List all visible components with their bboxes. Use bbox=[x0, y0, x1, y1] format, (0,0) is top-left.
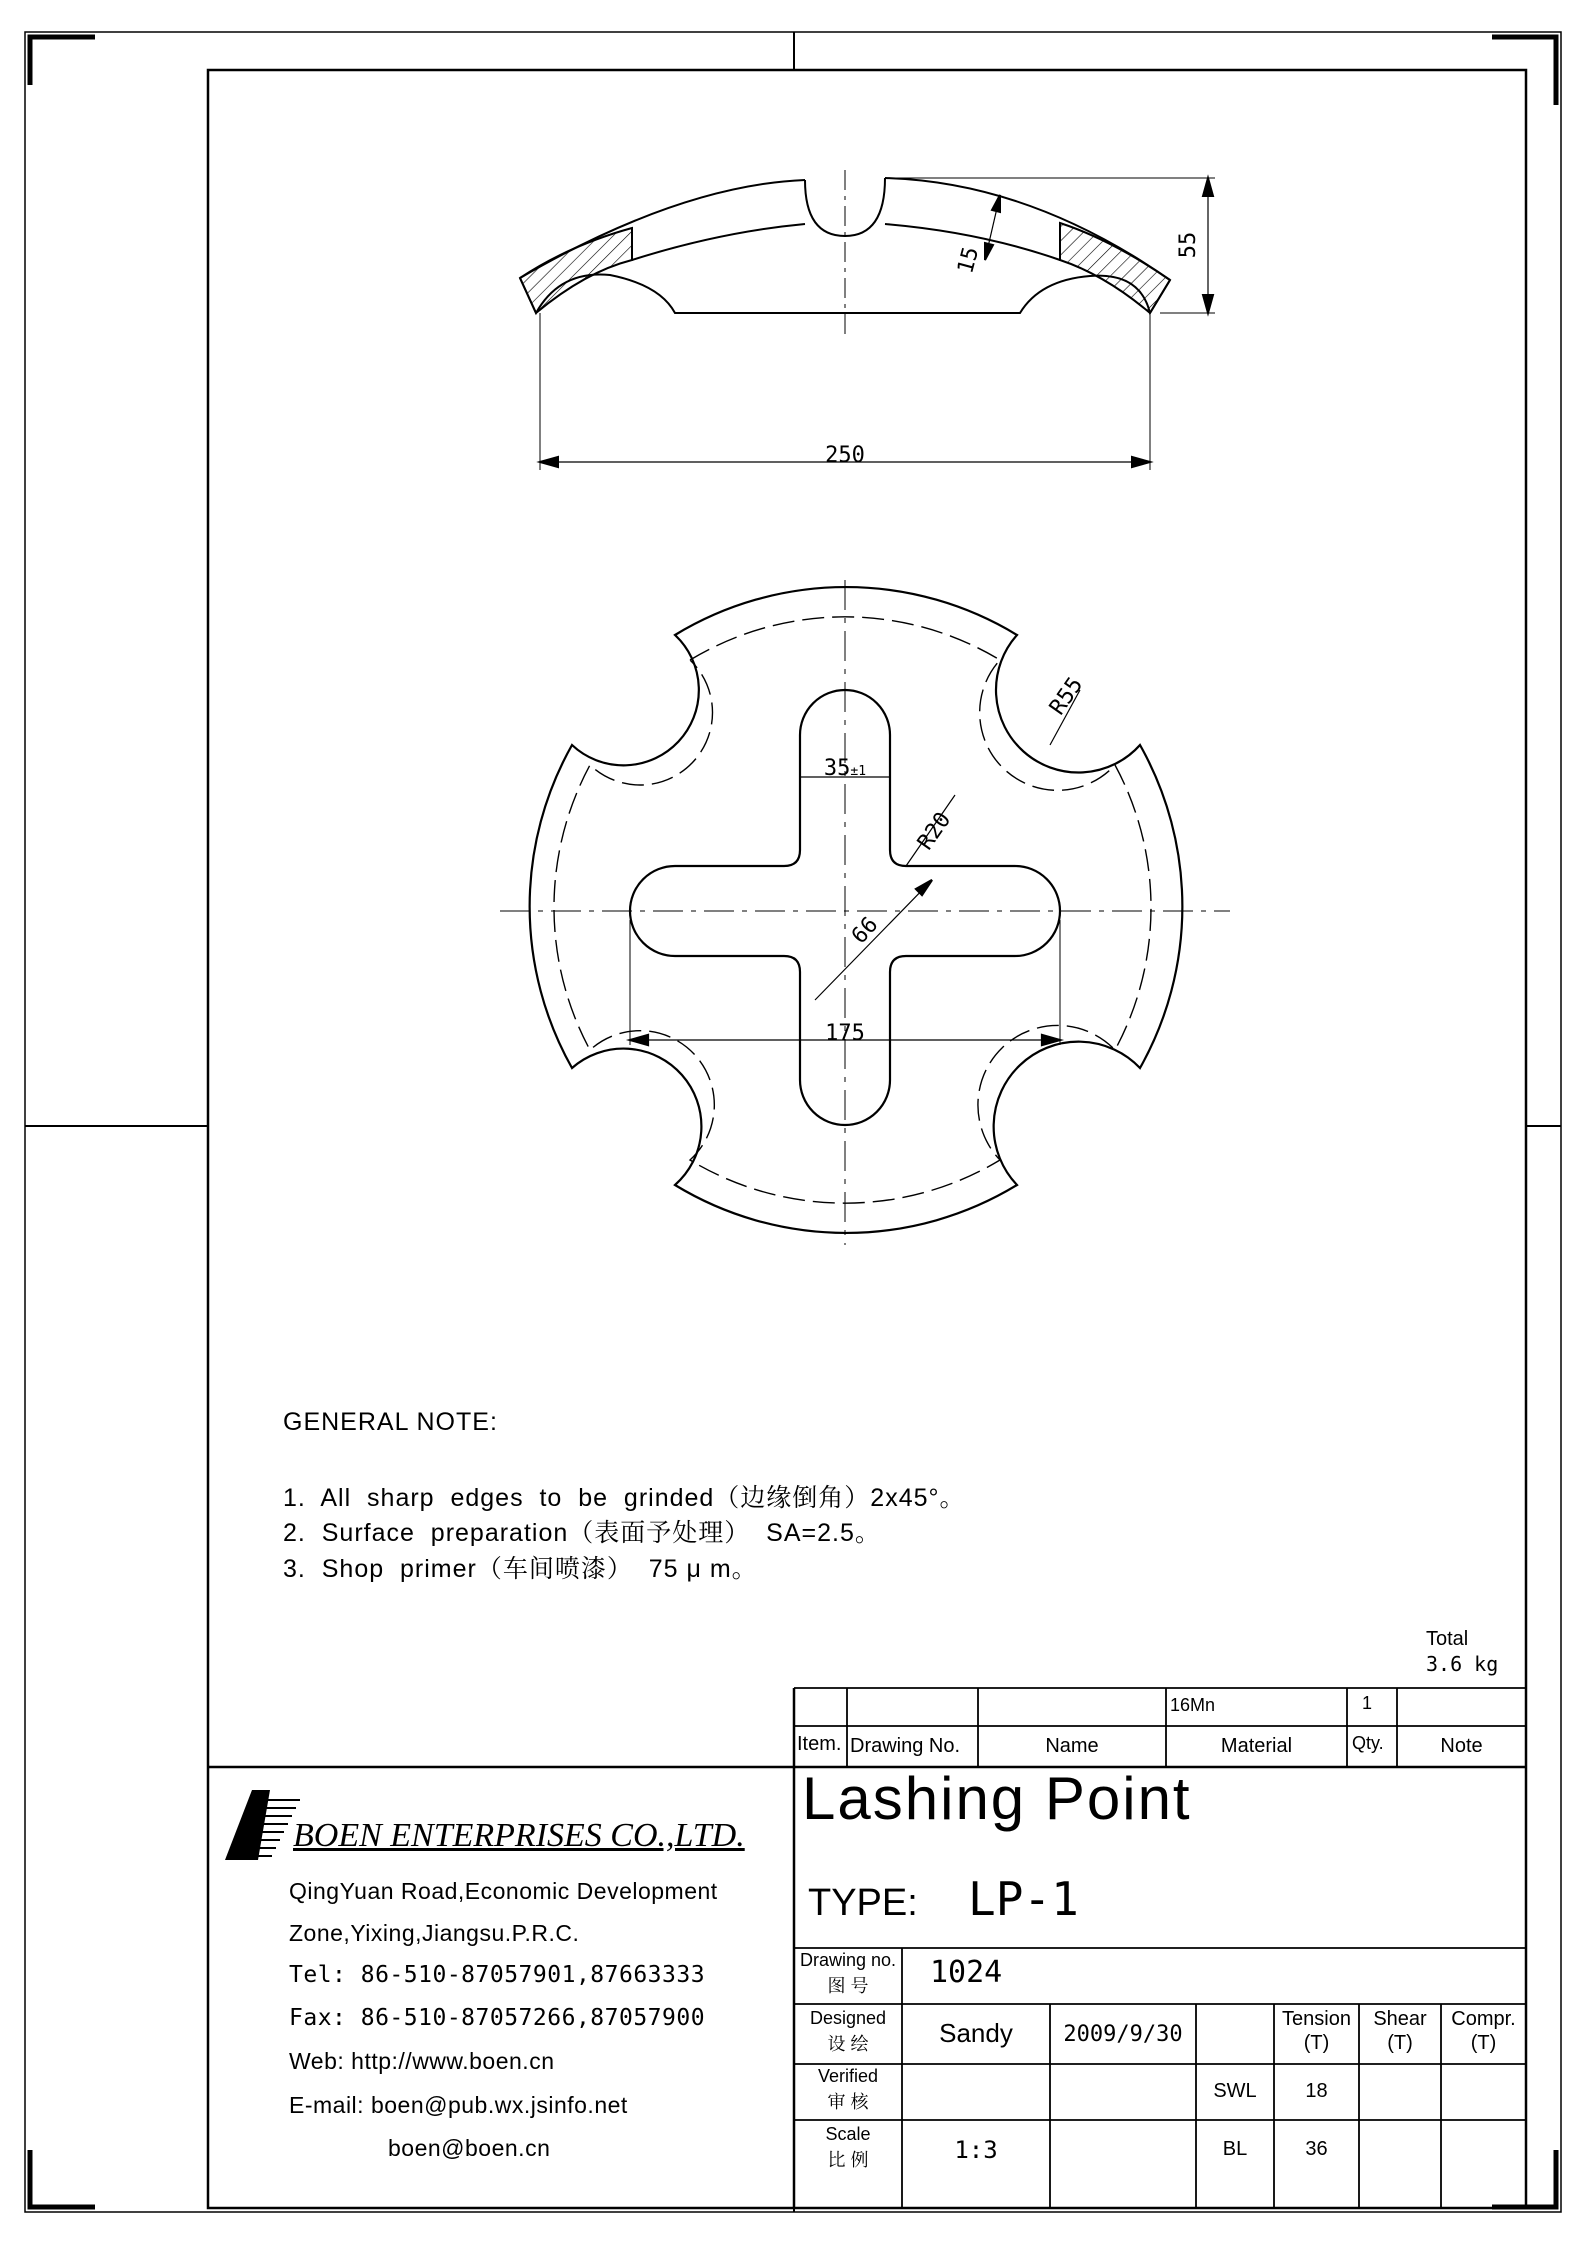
compr-label: Compr. bbox=[1451, 2008, 1516, 2030]
shear-unit: (T) bbox=[1387, 2032, 1413, 2054]
dim-r55: R55 bbox=[1045, 672, 1089, 720]
total-label: Total bbox=[1426, 1628, 1469, 1650]
swl-label: SWL bbox=[1213, 2080, 1257, 2102]
bl-value: 36 bbox=[1305, 2138, 1328, 2160]
verified-label-cn: 审 核 bbox=[827, 2092, 869, 2112]
note-2: 2. Surface preparation（表面予处理） SA=2.5。 bbox=[283, 1519, 881, 1547]
designed-label: Designed bbox=[809, 2008, 887, 2028]
header-qty: Qty. bbox=[1352, 1733, 1384, 1753]
bl-label: BL bbox=[1222, 2138, 1248, 2160]
verified-label: Verified bbox=[817, 2066, 879, 2086]
dim-55: 55 bbox=[1176, 231, 1201, 259]
header-drawing-no: Drawing No. bbox=[850, 1735, 961, 1757]
dim-66: 66 bbox=[847, 912, 884, 949]
company-address-2: Zone,Yixing,Jiangsu.P.R.C. bbox=[289, 1920, 580, 1946]
side-view bbox=[520, 170, 1215, 470]
qty-value: 1 bbox=[1362, 1693, 1373, 1713]
type-label: TYPE: bbox=[808, 1882, 918, 1924]
swl-value: 18 bbox=[1305, 2080, 1328, 2102]
total-weight: 3.6 kg bbox=[1426, 1652, 1499, 1676]
general-note-heading: GENERAL NOTE: bbox=[283, 1408, 498, 1436]
note-1: 1. All sharp edges to be grinded（边缘倒角）2x45°。 bbox=[283, 1484, 966, 1512]
company-logo bbox=[225, 1790, 300, 1860]
header-item: Item. bbox=[797, 1733, 842, 1755]
designer-name: Sandy bbox=[939, 2018, 1013, 2048]
company-web: Web: http://www.boen.cn bbox=[289, 2048, 555, 2074]
header-note: Note bbox=[1440, 1735, 1483, 1757]
shear-label: Shear bbox=[1373, 2008, 1427, 2030]
tension-unit: (T) bbox=[1303, 2032, 1330, 2054]
designed-label-cn: 设 绘 bbox=[827, 2034, 869, 2054]
note-3: 3. Shop primer（车间喷漆） 75 μ m。 bbox=[283, 1555, 758, 1583]
dim-35: 35±1 bbox=[823, 756, 867, 781]
company-name: BOEN ENTERPRISES CO.,LTD. bbox=[293, 1817, 745, 1854]
dim-15: 15 bbox=[953, 244, 985, 277]
plan-view bbox=[500, 580, 1230, 1245]
header-material: Material bbox=[1220, 1735, 1293, 1757]
company-address-1: QingYuan Road,Economic Development bbox=[289, 1878, 718, 1904]
dim-r20: R20 bbox=[913, 807, 957, 855]
company-fax: Fax: 86-510-87057266,87057900 bbox=[289, 2005, 706, 2031]
type-value: LP-1 bbox=[968, 1872, 1079, 1926]
drawing-no-label-cn: 图 号 bbox=[827, 1976, 869, 1996]
drawing-title: Lashing Point bbox=[802, 1765, 1192, 1832]
scale-value: 1:3 bbox=[954, 2136, 998, 2164]
scale-label-cn: 比 例 bbox=[827, 2150, 869, 2170]
header-name: Name bbox=[1045, 1735, 1099, 1757]
drawing-no-label: Drawing no. bbox=[799, 1950, 897, 1970]
drawing-no-value: 1024 bbox=[930, 1955, 1003, 1990]
design-date: 2009/9/30 bbox=[1063, 2022, 1183, 2047]
material-value: 16Mn bbox=[1170, 1695, 1216, 1715]
tension-label: Tension bbox=[1282, 2008, 1351, 2030]
dim-250: 250 bbox=[825, 443, 865, 468]
compr-unit: (T) bbox=[1470, 2032, 1497, 2054]
scale-label: Scale bbox=[825, 2124, 871, 2144]
company-email-2: boen@boen.cn bbox=[388, 2135, 551, 2161]
company-email-1: E-mail: boen@pub.wx.jsinfo.net bbox=[289, 2092, 628, 2118]
dim-175: 175 bbox=[825, 1021, 865, 1046]
company-tel: Tel: 86-510-87057901,87663333 bbox=[289, 1962, 706, 1988]
